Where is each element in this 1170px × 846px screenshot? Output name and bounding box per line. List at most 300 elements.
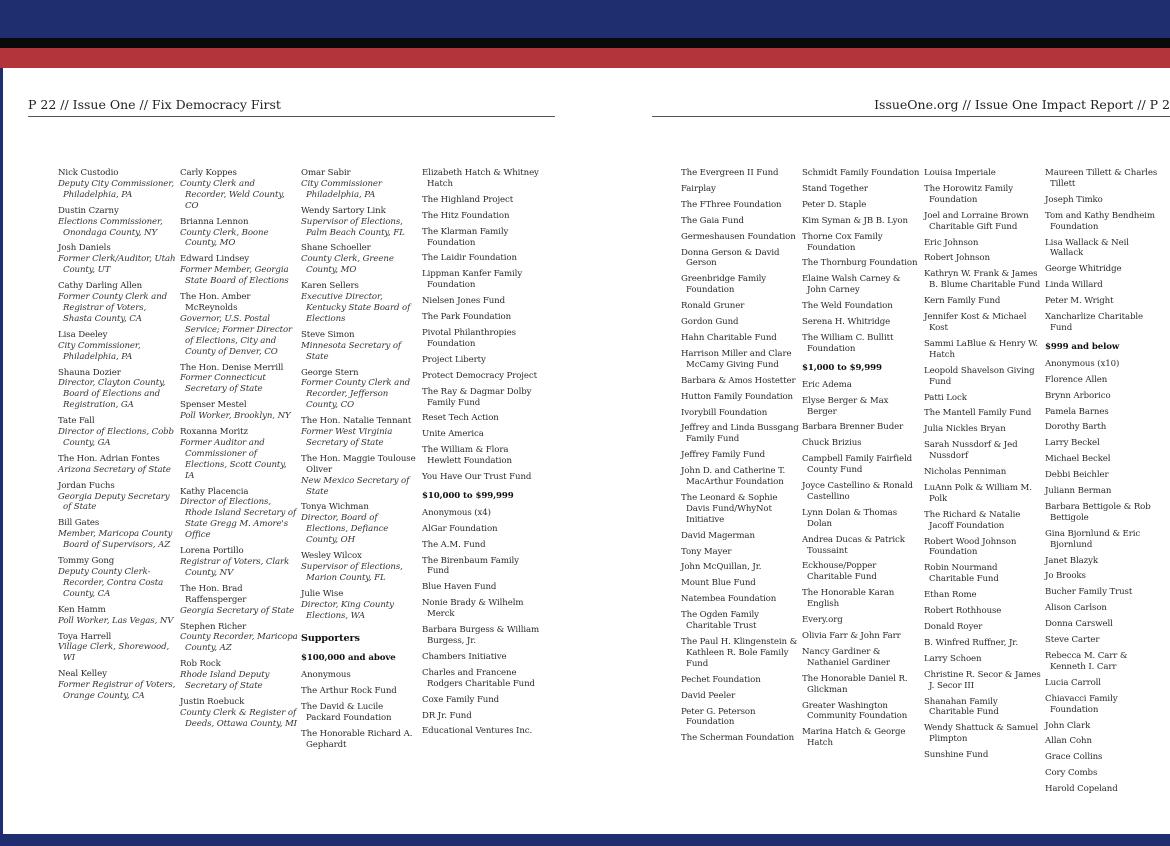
donor-entry (924, 211, 1042, 233)
tier-heading-10k: $10,000 to $99,999 (422, 490, 514, 501)
donor-entry (301, 729, 419, 751)
donor-name: Greater Washington Community Foundation (802, 700, 908, 722)
donor-name: Patti Lock (924, 392, 967, 403)
donor-name: Reset Tech Action (422, 413, 499, 424)
donor-entry (681, 637, 799, 670)
donor-name: Barbara Bettigole & Rob Bettigole (1045, 501, 1151, 523)
donor-entry (301, 702, 419, 724)
donor-entry (802, 631, 920, 642)
donor-name: Protect Democracy Project (422, 370, 537, 381)
donor-entry (1045, 556, 1163, 567)
donor-name: The Park Foundation (422, 312, 512, 323)
donor-name: John D. and Catherine T. MacArthur Foundation (681, 466, 786, 488)
person-name: Rob Rock (180, 659, 221, 670)
person-role: Director, Board of Elections, Defiance County, OH (301, 513, 389, 546)
donor-entry (1045, 422, 1163, 433)
donor-name: Gina Bjornlund & Eric Bjornlund (1045, 528, 1141, 550)
person-role: Supervisor of Elections, Palm Beach County, FL (301, 216, 405, 238)
donor-entry (802, 481, 920, 503)
person-entry (180, 427, 298, 482)
left-header-rule (28, 116, 555, 117)
donor-name: The Evergreen II Fund (681, 168, 779, 178)
donor-entry (1045, 238, 1163, 260)
donor-entry (422, 387, 540, 409)
donor-name: The William C. Bullitt Foundation (802, 332, 894, 354)
person-name: Brianna Lennon (180, 216, 249, 227)
person-name: Neal Kelley (58, 669, 107, 680)
donor-entry (924, 590, 1042, 601)
person-entry (58, 168, 176, 201)
person-entry (58, 669, 176, 702)
donor-entry (802, 216, 920, 227)
donor-name: David Peeler (681, 690, 736, 701)
top-red-stripe (0, 48, 1170, 68)
donor-entry (802, 438, 920, 449)
person-name: Tonya Wichman (301, 502, 369, 513)
donor-entry (802, 396, 920, 418)
donor-name: The Honorable Richard A. Gephardt (301, 728, 413, 750)
donor-entry (802, 588, 920, 610)
donor-entry (1045, 375, 1163, 386)
donor-name: Lynn Dolan & Thomas Dolan (802, 507, 898, 529)
donor-name: The William & Flora Hewlett Foundation (422, 445, 512, 467)
donor-entry (1045, 312, 1163, 334)
donor-entry (1045, 359, 1163, 370)
right-header-rule (652, 116, 1170, 117)
donor-entry (422, 598, 540, 620)
donor-entry (1045, 678, 1163, 689)
donor-entry (422, 726, 540, 737)
person-entry (301, 206, 419, 239)
donor-entry (924, 424, 1042, 435)
donor-name: Shanahan Family Charitable Fund (924, 696, 999, 718)
donor-name: Rebecca M. Carr & Kenneth I. Carr (1045, 651, 1128, 672)
donor-entry (802, 301, 920, 312)
donor-entry (681, 168, 799, 179)
donor-name: Ethan Rome (924, 590, 977, 601)
donor-entry (681, 707, 799, 729)
donor-entry (1045, 768, 1163, 779)
donor-name: The Laidir Foundation (422, 253, 517, 264)
person-entry (301, 551, 419, 584)
donor-name: The Highland Project (422, 194, 514, 205)
donor-entry (924, 339, 1042, 361)
donor-entry (422, 253, 540, 264)
person-entry (180, 363, 298, 396)
column-6 (802, 168, 920, 754)
donor-entry (802, 232, 920, 254)
donor-name: Christine R. Secor & James J. Secor III (924, 669, 1041, 691)
donor-name: Sunshine Fund (924, 750, 989, 761)
person-entry (180, 217, 298, 250)
donor-name: Janet Blazyk (1045, 555, 1098, 566)
donor-name: Michael Beckel (1045, 454, 1111, 465)
donor-entry (422, 472, 540, 483)
donor-entry (924, 296, 1042, 307)
donor-entry (422, 524, 540, 535)
column-3 (301, 168, 419, 756)
person-name: Lisa Deeley (58, 329, 108, 340)
donor-name: The Horowitz Family Foundation (924, 183, 1013, 205)
donor-name: The Ogden Family Charitable Trust (681, 610, 759, 632)
donor-entry (802, 380, 920, 391)
donor-entry (1045, 407, 1163, 418)
donor-entry (1045, 736, 1163, 747)
donor-name: Joseph Timko (1045, 194, 1103, 205)
person-name: The Hon. Adrian Fontes (58, 453, 160, 464)
donor-name: Anonymous (x10) (1045, 358, 1120, 369)
donor-name: Pamela Barnes (1045, 406, 1109, 417)
donor-name: Mount Blue Fund (681, 578, 756, 589)
donor-name: Jeffrey Family Fund (681, 450, 766, 461)
donor-entry (681, 200, 799, 211)
person-name: The Hon. Denise Merrill (180, 362, 284, 373)
donor-entry (1045, 721, 1163, 732)
donor-name: Stand Together (802, 183, 868, 194)
person-entry (58, 632, 176, 665)
column-3-people (301, 168, 419, 622)
donor-entry (924, 606, 1042, 617)
donor-entry (422, 540, 540, 551)
donor-name: John Clark (1045, 720, 1091, 731)
donor-name: David Magerman (681, 530, 755, 541)
donor-name: Florence Allen (1045, 374, 1108, 385)
donor-entry (802, 701, 920, 723)
person-name: Omar Sabir (301, 168, 351, 178)
donor-name: AlGar Foundation (422, 523, 498, 534)
person-entry (301, 368, 419, 412)
donor-entry (802, 615, 920, 626)
person-role: Executive Director, Kentucky State Board of Elections (301, 292, 411, 324)
person-name: Jordan Fuchs (58, 480, 115, 491)
donor-entry (924, 253, 1042, 264)
donor-name: Nicholas Penniman (924, 467, 1007, 478)
donor-name: Dorothy Barth (1045, 422, 1107, 433)
donor-name: Eric Johnson (924, 237, 979, 248)
person-entry (301, 168, 419, 201)
donor-name: Educational Ventures Inc. (422, 726, 533, 737)
donor-name: The Gaia Fund (681, 215, 744, 226)
donor-name: Lisa Wallack & Neil Wallack (1045, 237, 1129, 259)
donor-name: Nielsen Jones Fund (422, 296, 505, 307)
donor-entry (1045, 529, 1163, 551)
person-role: County Clerk and Recorder, Weld County, CO (180, 178, 285, 211)
person-entry (58, 556, 176, 600)
donor-name: Blue Haven Fund (422, 582, 497, 593)
person-entry (58, 243, 176, 276)
donor-entry (924, 483, 1042, 505)
column-8-donors-top (1045, 168, 1163, 334)
donor-entry (681, 376, 799, 387)
donor-entry (681, 423, 799, 445)
donor-name: Cory Combs (1045, 768, 1098, 779)
donor-name: The Birenbaum Family Fund (422, 555, 519, 577)
donor-entry (301, 686, 419, 697)
person-role: New Mexico Secretary of State (301, 475, 410, 497)
person-name: Nick Custodio (58, 168, 119, 178)
donor-name: John McQuillan, Jr. (681, 562, 762, 573)
donor-entry (802, 274, 920, 296)
donor-name: Julia Nickles Bryan (924, 424, 1006, 435)
donor-entry (681, 691, 799, 702)
column-4-donors-top (422, 168, 540, 483)
donor-entry (422, 168, 540, 190)
donor-entry (422, 695, 540, 706)
tier-heading-100k: $100,000 and above (301, 653, 396, 664)
donor-name: Barbara & Amos Hostetter (681, 375, 796, 386)
donor-entry (422, 556, 540, 578)
person-entry (180, 254, 298, 287)
column-5 (681, 168, 799, 749)
left-page-edge (0, 68, 3, 834)
donor-name: Ivorybill Foundation (681, 407, 768, 418)
person-role: Registrar of Voters, Clark County, NV (180, 557, 290, 578)
column-6-donors-top (802, 168, 920, 355)
donor-name: Pechet Foundation (681, 674, 761, 685)
donor-entry (681, 232, 799, 243)
person-entry (301, 502, 419, 546)
donor-name: Lucia Carroll (1045, 677, 1101, 688)
donor-entry (422, 296, 540, 307)
donor-entry (681, 248, 799, 270)
donor-name: Chiavacci Family Foundation (1045, 693, 1118, 715)
donor-name: Kern Family Fund (924, 296, 1001, 307)
person-entry (180, 584, 298, 617)
person-role: Supervisor of Elections, Marion County, FL (301, 562, 403, 583)
donor-entry (1045, 587, 1163, 598)
donor-name: The Honorable Daniel R. Glickman (802, 673, 908, 695)
tier-heading-999: $999 and below (1045, 341, 1120, 352)
donor-name: Donna Gerson & David Gerson (681, 247, 780, 269)
donor-name: Germeshausen Foundation (681, 231, 796, 242)
donor-name: Wendy Shattuck & Samuel Plimpton (924, 723, 1039, 745)
person-role: Director, King County Elections, WA (301, 599, 394, 621)
donor-entry (422, 355, 540, 366)
donor-entry (924, 467, 1042, 478)
person-role: Georgia Secretary of State (180, 605, 295, 616)
column-2 (180, 168, 298, 735)
donor-name: The David & Lucile Packard Foundation (301, 702, 392, 724)
donor-name: Nancy Gardiner & Nathaniel Gardiner (802, 646, 890, 668)
donor-name: The Ray & Dagmar Dolby Family Fund (422, 386, 532, 408)
donor-name: Greenbridge Family Foundation (681, 274, 767, 296)
donor-name: Andrea Ducas & Patrick Toussaint (802, 534, 905, 556)
top-navy-band (0, 0, 1170, 38)
donor-name: Nonie Brady & Wilhelm Merck (422, 598, 524, 620)
donor-name: The Thornburg Foundation (802, 258, 918, 269)
donor-entry (681, 274, 799, 296)
donor-name: Louisa Imperiale (924, 168, 996, 178)
person-name: Tate Fall (58, 416, 95, 427)
person-entry (58, 605, 176, 627)
donor-entry (924, 440, 1042, 462)
donor-entry (422, 269, 540, 291)
donor-entry (1045, 486, 1163, 497)
person-name: Josh Daniels (58, 243, 111, 254)
donor-entry (422, 668, 540, 690)
donor-name: You Have Our Trust Fund (422, 472, 532, 483)
person-role: Former West Virginia Secretary of State (301, 427, 393, 448)
donor-entry (802, 727, 920, 749)
person-name: Carly Koppes (180, 168, 237, 178)
donor-name: Charles and Francene Rodgers Charitable Fund (422, 667, 535, 689)
donor-entry (924, 238, 1042, 249)
donor-name: Elizabeth Hatch & Whitney Hatch (422, 168, 539, 189)
donor-entry (681, 333, 799, 344)
person-role: Former Connecticut Secretary of State (180, 373, 266, 395)
person-entry (301, 281, 419, 325)
person-role: Elections Commissioner, Onondaga County, NY (58, 216, 163, 238)
donor-name: Donald Royer (924, 622, 983, 632)
person-role: Former Clerk/Auditor, Utah County, UT (58, 254, 176, 276)
donor-name: Tom and Kathy Bendheim Foundation (1045, 210, 1155, 232)
donor-entry (802, 508, 920, 530)
donor-entry (924, 654, 1042, 665)
column-6-donors-bottom (802, 380, 920, 749)
donor-entry (924, 408, 1042, 419)
donor-name: Peter D. Staple (802, 199, 867, 210)
donor-name: The Arthur Rock Fund (301, 686, 397, 697)
donor-entry (924, 670, 1042, 692)
tier-heading-1k: $1,000 to $9,999 (802, 362, 882, 373)
donor-name: DR Jr. Fund (422, 710, 472, 721)
donor-entry (681, 675, 799, 686)
person-role: Poll Worker, Brooklyn, NY (180, 411, 291, 422)
donor-name: Peter M. Wright (1045, 296, 1114, 307)
donor-entry (924, 168, 1042, 179)
person-name: Karen Sellers (301, 281, 359, 292)
donor-name: Natembea Foundation (681, 594, 777, 605)
person-role: Village Clerk, Shorewood, WI (58, 642, 170, 664)
donor-name: Joyce Castellino & Ronald Castellino (802, 481, 913, 502)
donor-entry (802, 561, 920, 583)
donor-name: Unite America (422, 429, 484, 440)
person-entry (58, 368, 176, 412)
donor-name: Eric Adema (802, 379, 852, 390)
donor-entry (802, 674, 920, 696)
person-entry (180, 168, 298, 212)
person-name: Justin Roebuck (180, 696, 245, 707)
donor-entry (924, 622, 1042, 633)
column-3-donors (301, 670, 419, 750)
donor-name: Olivia Farr & John Farr (802, 631, 901, 641)
donor-name: The Paul H. Klingenstein & Kathleen R. Bole Family Fund (681, 637, 798, 669)
donor-name: George Whitridge (1045, 264, 1122, 275)
donor-entry (802, 168, 920, 179)
person-name: Shane Schoeller (301, 243, 371, 254)
donor-name: Pivotal Philanthropies Foundation (422, 327, 516, 349)
donor-name: Linda Willard (1045, 280, 1103, 291)
donor-entry (802, 200, 920, 211)
donor-name: Chambers Initiative (422, 651, 507, 662)
donor-entry (802, 333, 920, 355)
person-role: Minnesota Secretary of State (301, 340, 402, 362)
person-entry (180, 487, 298, 542)
donor-name: Allan Cohn (1045, 736, 1092, 747)
donor-name: Elaine Walsh Carney & John Carney (802, 274, 901, 296)
donor-name: B. Winfred Ruffner, Jr. (924, 637, 1019, 648)
person-name: The Hon. Brad Raffensperger (180, 583, 247, 605)
person-name: Roxanna Moritz (180, 427, 248, 438)
donor-name: Jennifer Kost & Michael Kost (924, 312, 1027, 333)
person-name: Kathy Placencia (180, 486, 249, 497)
donor-entry (802, 647, 920, 669)
donor-name: Leopold Shavelson Giving Fund (924, 365, 1035, 387)
person-name: The Hon. Amber McReynolds (180, 292, 251, 313)
donor-entry (1045, 694, 1163, 716)
person-entry (58, 454, 176, 476)
person-name: Bill Gates (58, 518, 100, 529)
donor-entry (924, 537, 1042, 559)
donor-name: Robert Rothhouse (924, 606, 1002, 617)
donor-name: Campbell Family Fairfield County Fund (802, 454, 913, 476)
person-name: Lorena Portillo (180, 546, 244, 557)
donor-name: Larry Schoen (924, 653, 982, 664)
donor-entry (1045, 502, 1163, 524)
donor-name: Barbara Burgess & William Burgess, Jr. (422, 625, 540, 646)
donor-entry (924, 312, 1042, 334)
donor-name: Debbi Beichler (1045, 470, 1109, 481)
donor-entry (681, 450, 799, 461)
person-name: Cathy Darling Allen (58, 281, 143, 292)
donor-entry (681, 610, 799, 632)
person-name: Steve Simon (301, 329, 355, 340)
donor-name: The Scherman Foundation (681, 733, 795, 744)
donor-entry (1045, 784, 1163, 795)
donor-entry (802, 535, 920, 557)
person-entry (58, 416, 176, 449)
person-name: George Stern (301, 367, 359, 378)
column-4-donors-bottom (422, 508, 540, 738)
donor-name: Anonymous (x4) (422, 507, 491, 518)
person-entry (180, 292, 298, 357)
donor-name: Kathryn W. Frank & James B. Blume Charitable Fund (924, 269, 1041, 291)
donor-name: Kim Syman & JB B. Lyon (802, 215, 908, 226)
donor-name: Tony Mayer (681, 546, 732, 557)
donor-entry (924, 269, 1042, 291)
person-entry (301, 454, 419, 498)
right-page-header: IssueOne.org // Issue One Impact Report // P 2 (874, 97, 1170, 112)
donor-name: The Klarman Family Foundation (422, 226, 509, 248)
donor-entry (422, 711, 540, 722)
donor-name: Xancharlize Charitable Fund (1045, 312, 1144, 333)
donor-entry (681, 531, 799, 542)
donor-entry (1045, 264, 1163, 275)
donor-entry (422, 371, 540, 382)
donor-entry (681, 733, 799, 744)
column-8 (1045, 168, 1163, 800)
person-role: County Clerk, Greene County, MO (301, 254, 394, 276)
donor-name: Harold Copeland (1045, 784, 1118, 795)
person-entry (180, 400, 298, 422)
donor-entry (681, 184, 799, 195)
donor-name: Bucher Family Trust (1045, 587, 1133, 598)
person-name: Edward Lindsey (180, 254, 250, 265)
donor-entry (1045, 211, 1163, 233)
donor-entry (681, 466, 799, 488)
donor-entry (681, 216, 799, 227)
donor-name: Gordon Gund (681, 317, 739, 328)
donor-name: Barbara Brenner Buder (802, 422, 904, 433)
person-role: Rhode Island Deputy Secretary of State (180, 670, 270, 692)
person-name: Julie Wise (301, 588, 344, 599)
donor-entry (1045, 280, 1163, 291)
donor-entry (422, 328, 540, 350)
person-name: Toya Harrell (58, 631, 112, 642)
person-role: County Clerk & Register of Deeds, Ottawa County, MI (180, 707, 297, 729)
donor-entry (681, 301, 799, 312)
person-role: Former County Clerk and Registrar of Voters, Shasta County, CA (58, 292, 168, 324)
